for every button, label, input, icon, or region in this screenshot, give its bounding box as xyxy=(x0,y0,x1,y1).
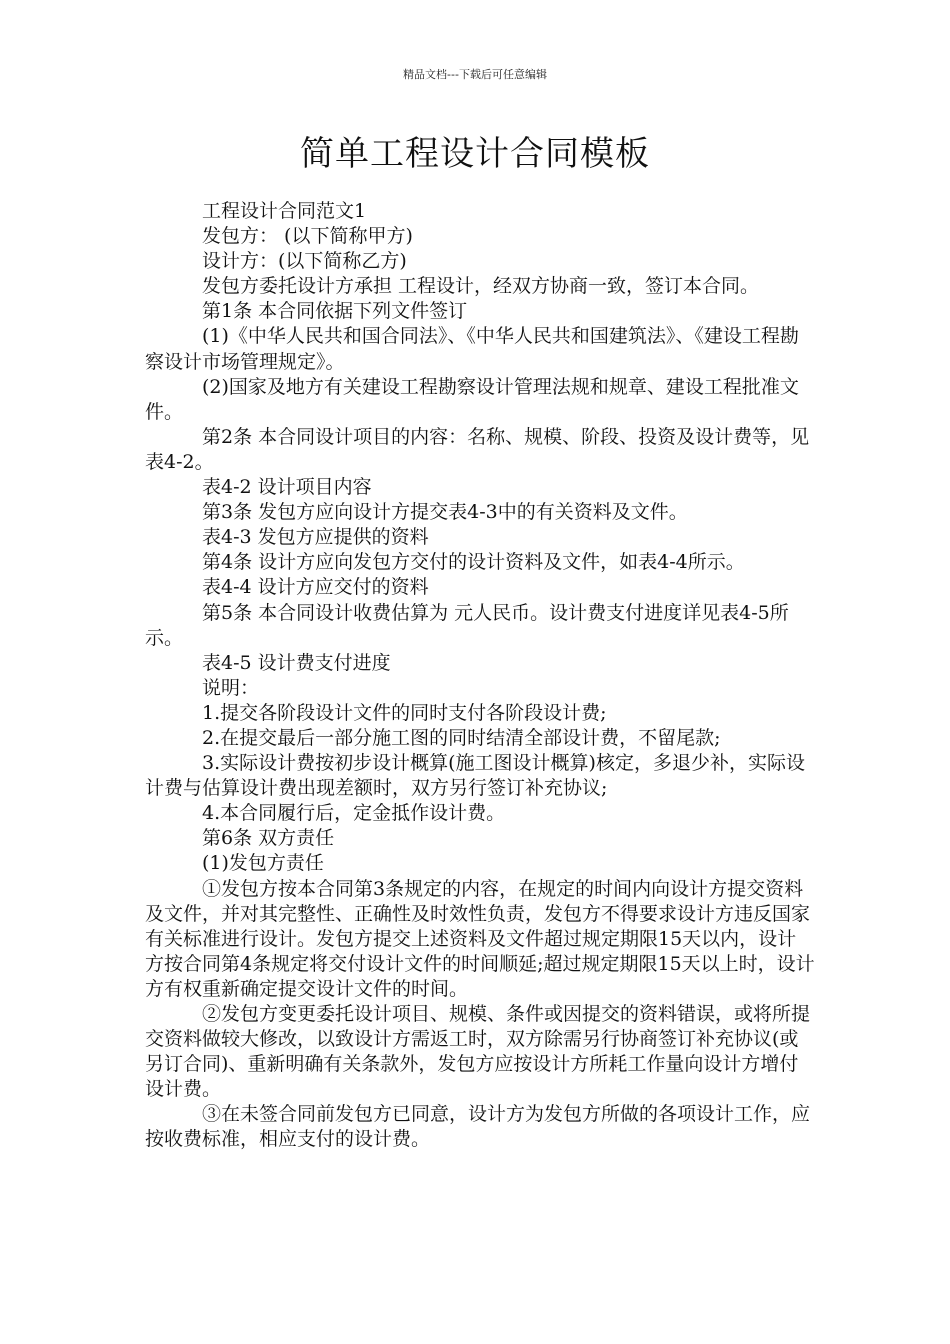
paragraph: 第1条 本合同依据下列文件签订 xyxy=(202,300,468,323)
paragraph: 发包方委托设计方承担 工程设计，经双方协商一致，签订本合同。 xyxy=(202,275,760,298)
paragraph: 第2条 本合同设计项目的内容：名称、规模、阶段、投资及设计费等，见表4-2。 xyxy=(145,425,810,473)
paragraph: (1)《中华人民共和国合同法》、《中华人民共和国建筑法》、《建设工程勘察设计市场管理规定》。 xyxy=(145,325,799,373)
paragraph: 第3条 发包方应向设计方提交表4-3中的有关资料及文件。 xyxy=(202,501,688,524)
paragraph: 2.在提交最后一部分施工图的同时结清全部设计费，不留尾款; xyxy=(202,726,721,749)
paragraph: 表4-5 设计费支付进度 xyxy=(202,651,391,674)
paragraph: 3.实际设计费按初步设计概算(施工图设计概算)核定，多退少补，实际设计费与估算设计费出现差额时，双方另行签订补充协议; xyxy=(145,752,805,800)
page-header: 精品文档---下载后可任意编辑 xyxy=(403,68,547,81)
paragraph: 第5条 本合同设计收费估算为 元人民币。设计费支付进度详见表4-5所示。 xyxy=(145,601,789,649)
paragraph: (2)国家及地方有关建设工程勘察设计管理法规和规章、建设工程批准文件。 xyxy=(145,375,799,423)
paragraph: 工程设计合同范文1 xyxy=(202,200,367,222)
paragraph: 4.本合同履行后，定金抵作设计费。 xyxy=(202,802,506,825)
paragraph: ②发包方变更委托设计项目、规模、条件或因提交的资料错误，或将所提交资料做较大修改，以致设计方需返工时，双方除需另行协商签订补充协议(或另订合同)、重新明确有关条款外，发包方应按设计方所耗工作量向设计方增付设计费。 xyxy=(145,1003,811,1101)
paragraph: 发包方： (以下简称甲方) xyxy=(202,225,413,248)
paragraph: 表4-2 设计项目内容 xyxy=(202,476,372,499)
paragraph: 第6条 双方责任 xyxy=(202,827,335,850)
paragraph: 表4-3 发包方应提供的资料 xyxy=(202,526,429,549)
paragraph: (1)发包方责任 xyxy=(202,852,324,875)
paragraph: 1.提交各阶段设计文件的同时支付各阶段设计费; xyxy=(202,701,607,724)
paragraph: 表4-4 设计方应交付的资料 xyxy=(202,576,429,599)
document-title: 简单工程设计合同模板 xyxy=(300,134,650,174)
paragraph: 第4条 设计方应向发包方交付的设计资料及文件，如表4-4所示。 xyxy=(202,551,745,574)
paragraph: ①发包方按本合同第3条规定的内容，在规定的时间内向设计方提交资料及文件，并对其完整性、正确性及时效性负责，发包方不得要求设计方违反国家有关标准进行设计。发包方提交上述资料及文件超过规定期限15天以内，设计方按合同第4条规定将交付设计文件的时间顺延;超过规定期限15天以上时，设计方有权重新确定提交设计文件的时间。 xyxy=(145,877,815,1000)
document-body xyxy=(145,199,815,1153)
paragraph: 设计方：(以下简称乙方) xyxy=(202,250,407,273)
paragraph: 说明： xyxy=(202,676,260,699)
paragraph: ③在未签合同前发包方已同意，设计方为发包方所做的各项设计工作，应按收费标准，相应支付的设计费。 xyxy=(145,1103,811,1151)
